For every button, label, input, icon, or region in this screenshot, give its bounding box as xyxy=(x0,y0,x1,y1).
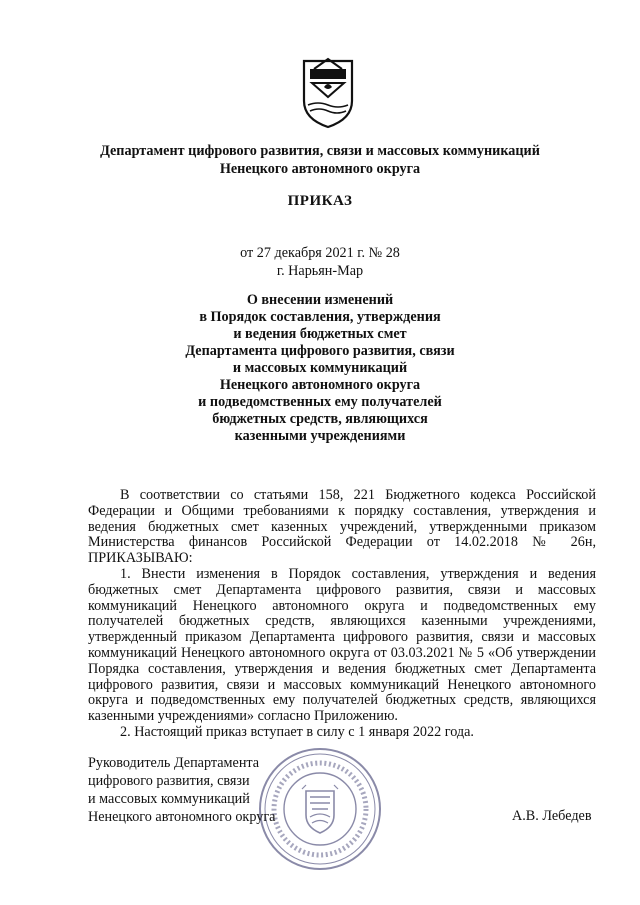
coat-of-arms-emblem xyxy=(300,57,356,129)
order-date-number: от 27 декабря 2021 г. № 28 xyxy=(240,245,400,261)
signatory-name: А.В. Лебедев xyxy=(512,808,592,824)
order-body xyxy=(88,488,596,741)
department-name-line-1: Департамент цифрового развития, связи и массовых коммуникаций xyxy=(100,143,540,159)
subject-line: бюджетных средств, являющихся xyxy=(212,411,428,427)
document-title: ПРИКАЗ xyxy=(287,193,353,209)
position-line: цифрового развития, связи xyxy=(88,773,250,789)
preamble-paragraph: В соответствии со статьями 158, 221 Бюджетного кодекса Российской Федерации и Общими требованиями к порядку составления, утверждения и ведения бюджетных смет казенных учреждений, утвержденными приказом Министерства финансов Российской Федерации от 14.02.2018 № 26н, ПРИКАЗЫВАЮ: xyxy=(88,487,596,567)
subject-line: в Порядок составления, утверждения xyxy=(199,309,441,325)
order-subject xyxy=(0,292,640,445)
order-place: г. Нарьян-Мар xyxy=(276,263,364,279)
order-details xyxy=(0,244,640,280)
position-line: Ненецкого автономного округа xyxy=(88,809,276,825)
position-line: и массовых коммуникаций xyxy=(88,791,250,807)
subject-line: казенными учреждениями xyxy=(234,428,406,444)
position-line: Руководитель Департамента xyxy=(88,755,260,771)
subject-line: и массовых коммуникаций xyxy=(232,360,408,376)
department-name-line-2: Ненецкого автономного округа xyxy=(219,161,421,177)
subject-line: О внесении изменений xyxy=(246,292,394,308)
subject-line: и ведения бюджетных смет xyxy=(233,326,407,342)
subject-line: Ненецкого автономного округа xyxy=(219,377,421,393)
signatory-position xyxy=(88,754,275,826)
department-header xyxy=(0,142,640,178)
subject-line: и подведомственных ему получателей xyxy=(198,394,442,410)
clause-1-paragraph: 1. Внести изменения в Порядок составления, утверждения и ведения бюджетных смет Департамента цифрового развития, связи и массовых коммуникаций Ненецкого автономного округа и подведомственных ему получателей бюджетных средств, являющихся казенными учреждениями, утвержденный приказом Департамента цифрового развития, связи и массовых коммуникаций Ненецкого автономного округа от 03.03.2021 № 5 «Об утверждении Порядка составления, утверждения и ведения бюджетных смет Департамента цифрового развития, связи и массовых коммуникаций Ненецкого автономного округа и подведомственных ему получателей бюджетных средств, являющихся казенными учреждениями» согласно Приложению. xyxy=(88,565,596,725)
subject-line: Департамента цифрового развития, связи xyxy=(185,343,455,359)
clause-2-paragraph: 2. Настоящий приказ вступает в силу с 1 января 2022 года. xyxy=(120,723,474,740)
